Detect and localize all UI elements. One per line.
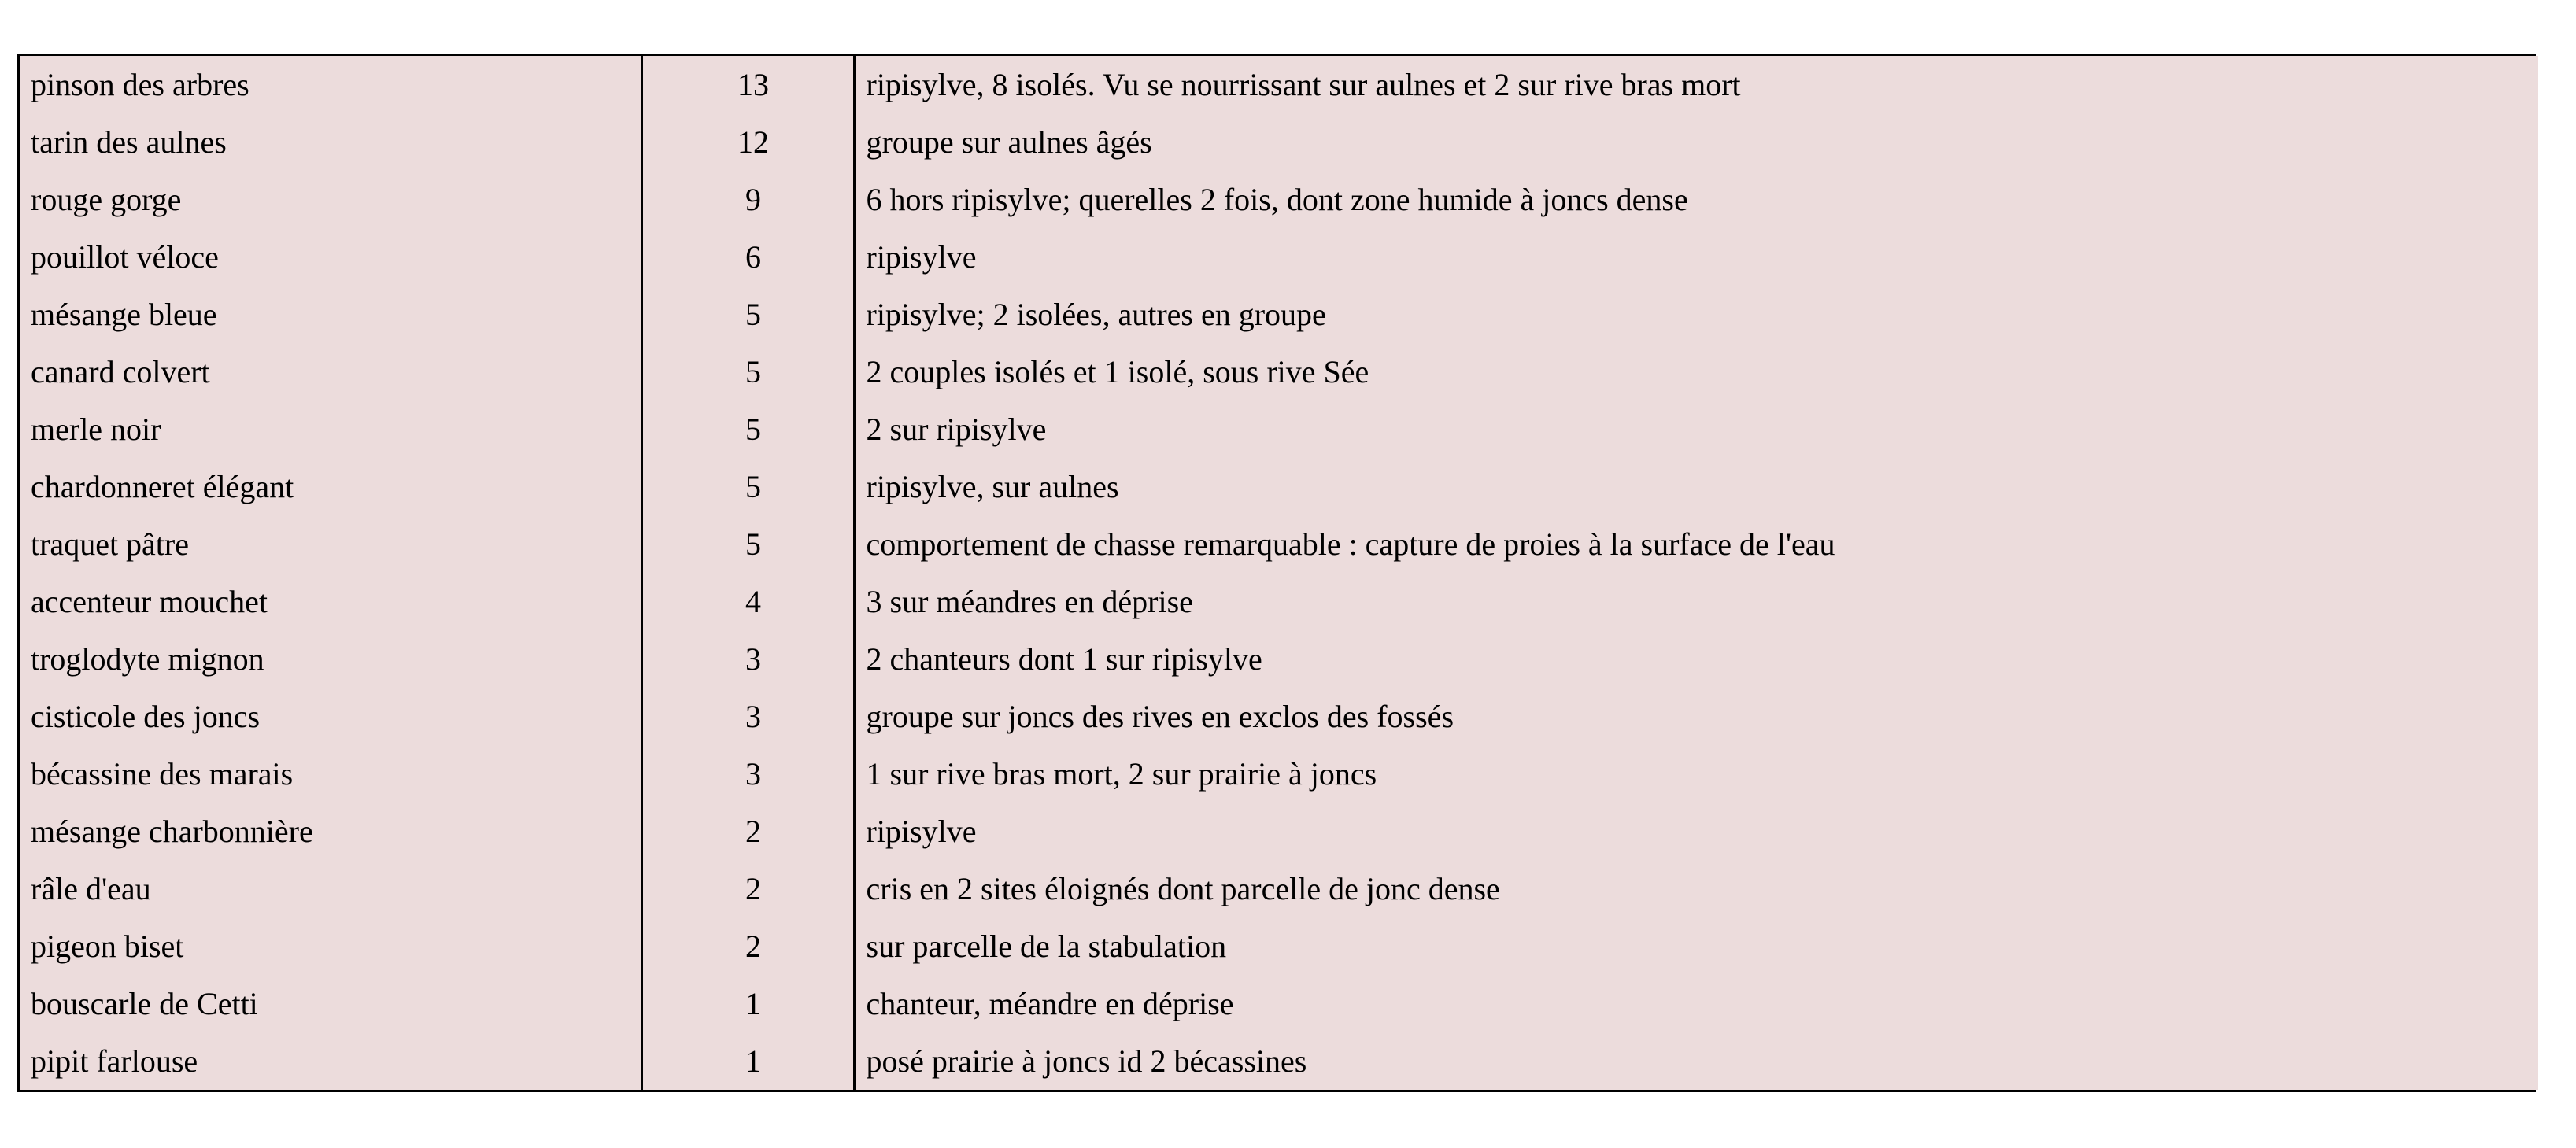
species-name: pinson des arbres (20, 56, 641, 113)
species-note: chanteur, méandre en déprise (866, 985, 1234, 1021)
species-name: bouscarle de Cetti (20, 975, 641, 1032)
species-note: sur parcelle de la stabulation (866, 928, 1227, 964)
species-count: 2 (641, 860, 854, 917)
species-name: râle d'eau (20, 860, 641, 917)
species-name: bécassine des marais (20, 745, 641, 803)
table-row (20, 458, 2538, 515)
table-row (20, 56, 2538, 113)
species-count: 3 (641, 630, 854, 688)
species-note: ripisylve, 8 isolés. Vu se nourrissant sur aulnes et 2 sur rive bras mort (866, 66, 1741, 102)
table-row (20, 113, 2538, 171)
species-note: ripisylve, sur aulnes (866, 468, 1119, 504)
species-note: 1 sur rive bras mort, 2 sur prairie à joncs (866, 755, 1377, 792)
species-table-body (20, 56, 2538, 1090)
species-count: 1 (641, 975, 854, 1032)
species-note: 2 couples isolés et 1 isolé, sous rive Sée (866, 353, 1369, 389)
species-name: pipit farlouse (20, 1032, 641, 1090)
species-note: ripisylve (866, 813, 977, 849)
species-name: chardonneret élégant (20, 458, 641, 515)
table-row (20, 401, 2538, 458)
species-count: 4 (641, 573, 854, 630)
table-row (20, 515, 2538, 573)
species-note: groupe sur aulnes âgés (866, 124, 1152, 160)
species-count: 2 (641, 917, 854, 975)
species-note: ripisylve (866, 238, 977, 275)
species-name: traquet pâtre (20, 515, 641, 573)
species-count: 2 (641, 803, 854, 860)
species-name: canard colvert (20, 343, 641, 401)
species-name: rouge gorge (20, 171, 641, 228)
table-row (20, 343, 2538, 401)
species-count: 3 (641, 688, 854, 745)
table-row (20, 286, 2538, 343)
species-count: 3 (641, 745, 854, 803)
species-count: 5 (641, 458, 854, 515)
species-note: ripisylve; 2 isolées, autres en groupe (866, 296, 1326, 332)
species-note: 6 hors ripisylve; querelles 2 fois, dont zone humide à joncs dense (866, 181, 1688, 217)
species-name: merle noir (20, 401, 641, 458)
species-note: posé prairie à joncs id 2 bécassines (866, 1043, 1307, 1079)
species-note: cris en 2 sites éloignés dont parcelle de jonc dense (866, 870, 1500, 906)
table-row (20, 630, 2538, 688)
table-row (20, 860, 2538, 917)
species-table (20, 56, 2538, 1090)
species-name: mésange charbonnière (20, 803, 641, 860)
species-table-container (17, 54, 2536, 1092)
species-note: 2 sur ripisylve (866, 411, 1047, 447)
species-name: accenteur mouchet (20, 573, 641, 630)
species-count: 6 (641, 228, 854, 286)
species-note: comportement de chasse remarquable : capture de proies à la surface de l'eau (866, 526, 1835, 562)
table-row (20, 228, 2538, 286)
species-count: 1 (641, 1032, 854, 1090)
table-row (20, 1032, 2538, 1090)
species-name: tarin des aulnes (20, 113, 641, 171)
species-name: pigeon biset (20, 917, 641, 975)
species-name: mésange bleue (20, 286, 641, 343)
table-row (20, 803, 2538, 860)
species-note: 2 chanteurs dont 1 sur ripisylve (866, 640, 1262, 677)
species-count: 9 (641, 171, 854, 228)
table-row (20, 688, 2538, 745)
species-count: 5 (641, 286, 854, 343)
species-count: 13 (641, 56, 854, 113)
species-name: cisticole des joncs (20, 688, 641, 745)
table-row (20, 573, 2538, 630)
species-count: 12 (641, 113, 854, 171)
species-note: 3 sur méandres en déprise (866, 583, 1193, 619)
species-count: 5 (641, 343, 854, 401)
species-name: pouillot véloce (20, 228, 641, 286)
species-count: 5 (641, 401, 854, 458)
table-row (20, 917, 2538, 975)
table-row (20, 745, 2538, 803)
table-row (20, 975, 2538, 1032)
species-count: 5 (641, 515, 854, 573)
table-row (20, 171, 2538, 228)
species-note: groupe sur joncs des rives en exclos des fossés (866, 698, 1454, 734)
species-name: troglodyte mignon (20, 630, 641, 688)
